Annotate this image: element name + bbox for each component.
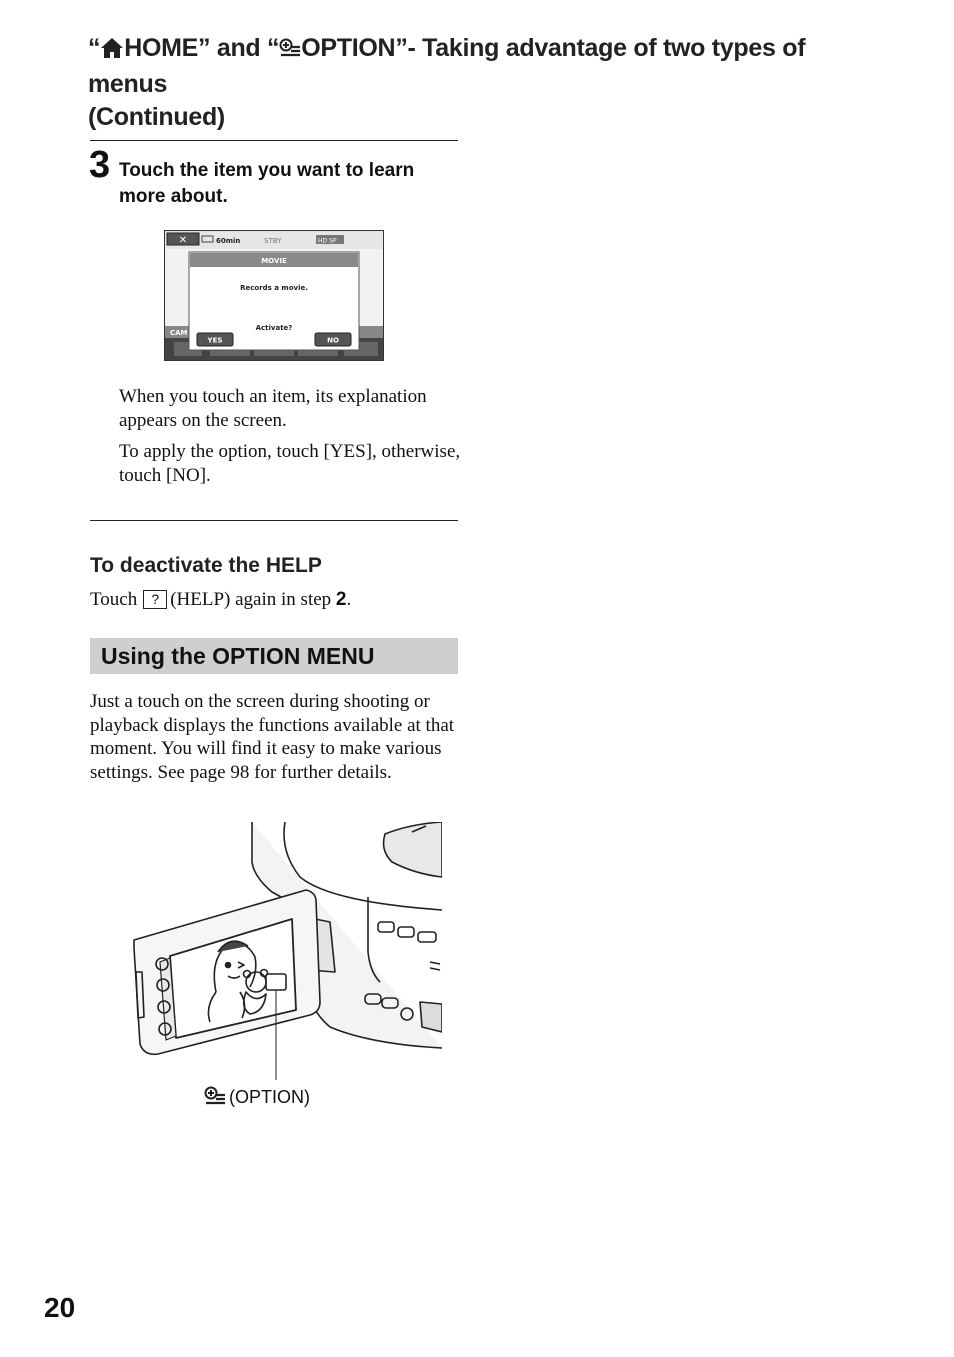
option-section-title: Using the OPTION MENU <box>101 643 375 669</box>
title-continued: (Continued) <box>88 103 225 131</box>
lcd-status: STBY <box>264 237 282 245</box>
step-instruction: Touch the item you want to learn more about. <box>119 160 415 207</box>
option-section-banner <box>90 638 458 674</box>
title-quote: “ <box>88 34 101 62</box>
option-caption-text: (OPTION) <box>229 1087 310 1107</box>
dialog-yes-button[interactable] <box>197 333 233 346</box>
yes-label: YES <box>207 336 223 345</box>
help-touch: Touch <box>90 589 138 610</box>
section-divider-top <box>90 140 458 141</box>
dialog-message: Records a movie. <box>240 284 308 292</box>
dialog-title: MOVIE <box>261 257 287 265</box>
apply-paragraph: To apply the option, touch [YES], otherwise, touch [NO]. <box>119 441 461 486</box>
dialog-no-button[interactable] <box>315 333 351 346</box>
lcd-quality: HD SP <box>318 237 337 245</box>
page-title <box>88 32 888 134</box>
option-icon <box>279 35 301 68</box>
help-period: . <box>346 589 352 610</box>
option-section-body: Just a touch on the screen during shooting or playback displays the functions available at that moment. You will find it easy to make various settings. See page 98 for further details. <box>90 691 455 783</box>
option-icon <box>203 1085 227 1107</box>
help-instruction <box>90 588 351 612</box>
dialog-question: Activate? <box>255 324 293 332</box>
no-label: NO <box>327 336 339 345</box>
help-step-ref: 2 <box>335 589 347 610</box>
lcd-tab-label: CAM <box>170 329 188 337</box>
title-rest: ”- Taking advantage of two types of menus <box>88 34 806 98</box>
title-and: ” and “ <box>198 34 280 62</box>
help-heading: To deactivate the HELP <box>90 554 322 577</box>
title-home: HOME <box>124 34 199 62</box>
title-option: OPTION <box>301 34 396 62</box>
section-divider-bottom <box>90 520 458 521</box>
lcd-close-glyph: ✕ <box>178 235 188 246</box>
option-callout <box>203 1085 310 1109</box>
help-button-icon: ? <box>143 590 167 609</box>
lcd-screen-illustration <box>164 230 384 361</box>
explanation-paragraph: When you touch an item, its explanation appears on the screen. <box>119 386 427 431</box>
home-icon <box>100 35 124 68</box>
help-text: (HELP) again in step <box>170 589 332 610</box>
step-number: 3 <box>89 144 111 186</box>
camcorder-illustration <box>130 822 442 1080</box>
page-number: 20 <box>44 1292 76 1323</box>
lcd-battery: 60min <box>216 237 241 245</box>
lcd-close-button[interactable] <box>167 233 199 246</box>
